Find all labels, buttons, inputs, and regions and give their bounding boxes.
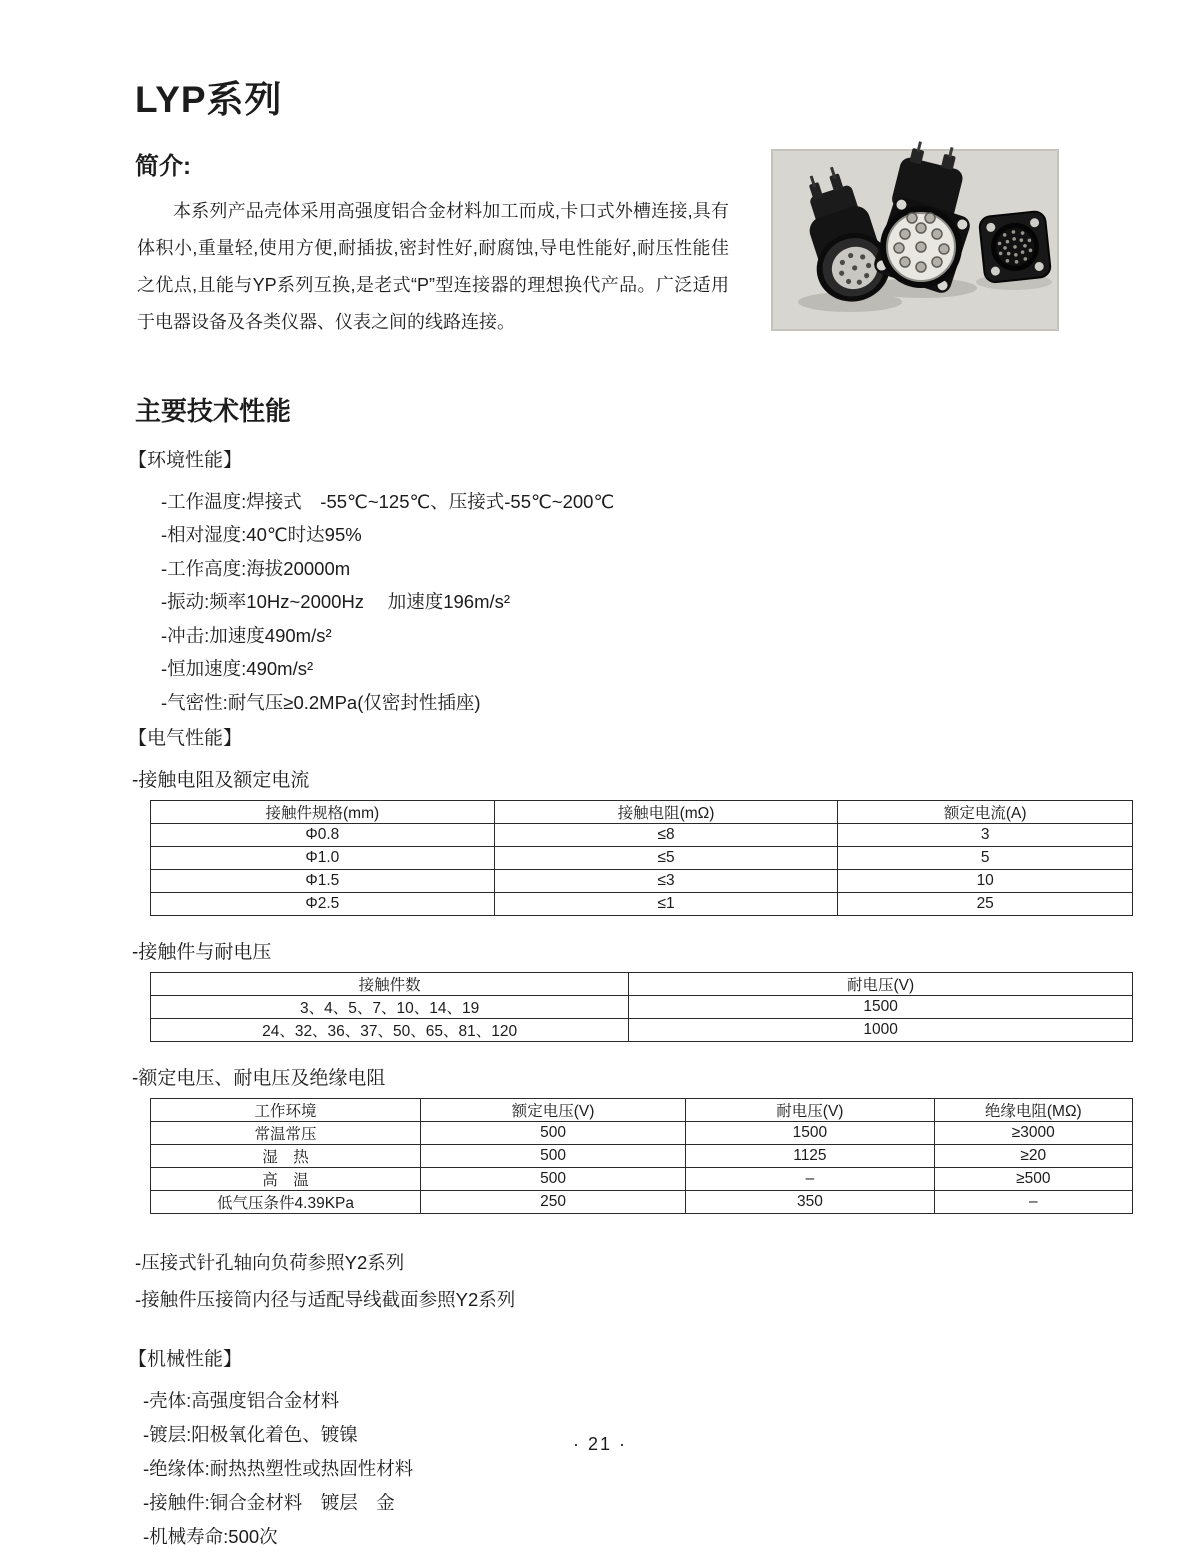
cell: ≤3 [494,870,838,893]
table-header-row [151,801,1133,824]
col-header: 耐电压(V) [686,1099,934,1122]
cell: 500 [421,1122,686,1145]
cell: Φ1.5 [151,870,495,893]
page-title: LYP系列 [135,79,283,120]
page-number: · 21 · [572,1434,627,1454]
page-content [128,0,1135,1554]
table1-caption: -接触电阻及额定电流 [132,770,310,792]
env-performance-label: 【环境性能】 [128,449,243,471]
table-row [151,1122,1133,1145]
table-header-row [151,973,1133,996]
cell: ≥3000 [934,1122,1132,1145]
mech-item-shell: -壳体:高强度铝合金材料 [143,1390,340,1412]
mech-item-plating: -镀层:阳极氧化着色、镀镍 [143,1424,358,1446]
reference-notes [135,1244,1135,1318]
env-item-acceleration: -恒加速度:490m/s² [161,658,314,680]
cell: 1500 [629,996,1133,1019]
cell: 常温常压 [151,1122,421,1145]
env-item-vibration: -振动:频率10Hz~2000Hz 加速度196m/s² [161,591,511,613]
cell: 1500 [686,1122,934,1145]
withstand-voltage-table [150,972,1133,1042]
cell: 10 [838,870,1133,893]
cell: Φ0.8 [151,824,495,847]
tech-performance-heading: 主要技术性能 [135,395,292,426]
cell: 5 [838,847,1133,870]
table-row [151,847,1133,870]
cell: 24、32、36、37、50、65、81、120 [151,1019,629,1042]
note-crimp-barrel: -接触件压接筒内径与适配导线截面参照Y2系列 [135,1289,516,1311]
cell: ≤5 [494,847,838,870]
cell: 500 [421,1145,686,1168]
intro-heading: 简介: [135,152,191,180]
table-row [151,870,1133,893]
cell: ≤8 [494,824,838,847]
cell: 1000 [629,1019,1133,1042]
col-header: 工作环境 [151,1099,421,1122]
table-row [151,824,1133,847]
col-header: 接触电阻(mΩ) [494,801,838,824]
cell: 25 [838,893,1133,916]
table-row [151,996,1133,1019]
env-item-altitude: -工作高度:海拔20000m [161,557,351,579]
intro-paragraph: 本系列产品壳体采用高强度铝合金材料加工而成,卡口式外槽连接,具有体积小,重量轻,使用方便,耐插拔,密封性好,耐腐蚀,导电性能好,耐压性能佳之优点,且能与YP系列互换,是老式“P”型连接器的理想换代产品。广泛适用于电器设备及各类仪器、仪表之间的线路连接。 [137,200,729,332]
table-header-row [151,1099,1133,1122]
table-row [151,1145,1133,1168]
mechanical-performance-list [135,1384,1135,1554]
col-header: 耐电压(V) [629,973,1133,996]
mech-item-contact: -接触件:铜合金材料 镀层 金 [143,1492,395,1514]
col-header: 额定电流(A) [838,801,1133,824]
note-axial-load: -压接式针孔轴向负荷参照Y2系列 [135,1252,405,1274]
electrical-performance-label: 【电气性能】 [128,728,243,750]
env-performance-list [135,485,1135,720]
table-row [151,1191,1133,1214]
mech-item-insulator: -绝缘体:耐热热塑性或热固性材料 [143,1458,414,1480]
col-header: 额定电压(V) [421,1099,686,1122]
table2-caption: -接触件与耐电压 [132,942,272,964]
cell: 350 [686,1191,934,1214]
cell: ≥20 [934,1145,1132,1168]
env-item-humidity: -相对湿度:40℃时达95% [161,524,362,546]
mechanical-performance-label: 【机械性能】 [128,1349,243,1371]
contact-resistance-table [150,800,1133,916]
cell: 3 [838,824,1133,847]
env-item-temperature: -工作温度:焊接式 -55℃~125℃、压接式-55℃~200℃ [161,490,615,512]
col-header: 接触件数 [151,973,629,996]
cell: 高 温 [151,1168,421,1191]
cell: 1125 [686,1145,934,1168]
cell: Φ2.5 [151,893,495,916]
env-item-airtightness: -气密性:耐气压≥0.2MPa(仅密封性插座) [161,691,481,713]
table-row [151,893,1133,916]
table-row [151,1168,1133,1191]
col-header: 绝缘电阻(MΩ) [934,1099,1132,1122]
mech-item-life: -机械寿命:500次 [143,1526,278,1548]
cell: ≤1 [494,893,838,916]
cell: ≥500 [934,1168,1132,1191]
cell: 低气压条件4.39KPa [151,1191,421,1214]
cell: 250 [421,1191,686,1214]
cell: 500 [421,1168,686,1191]
voltage-insulation-table [150,1098,1133,1214]
cell: – [686,1168,934,1191]
table3-caption: -额定电压、耐电压及绝缘电阻 [132,1068,386,1090]
env-item-shock: -冲击:加速度490m/s² [161,624,332,646]
cell: Φ1.0 [151,847,495,870]
col-header: 接触件规格(mm) [151,801,495,824]
cell: 湿 热 [151,1145,421,1168]
cell: 3、4、5、7、10、14、19 [151,996,629,1019]
table-row [151,1019,1133,1042]
cell: – [934,1191,1132,1214]
